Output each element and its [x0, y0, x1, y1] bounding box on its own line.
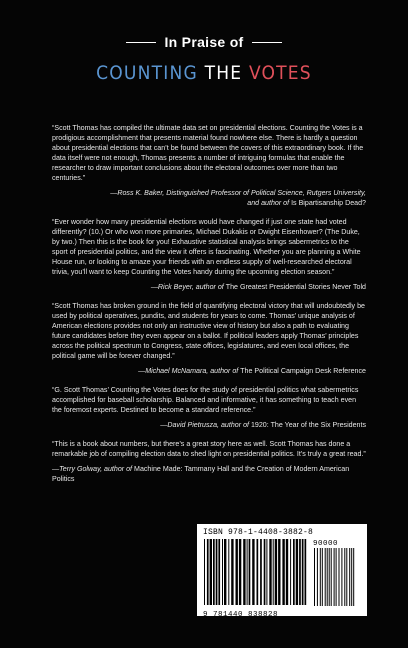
attribution-name: —Terry Golway, author of [52, 465, 133, 473]
attribution-work: 1920: The Year of the Six Presidents [250, 421, 366, 429]
barcode-bar [346, 548, 347, 606]
barcode-bar [213, 539, 215, 605]
barcode-bar [228, 539, 229, 605]
barcode-bar [243, 539, 245, 605]
blurb-text: “This is a book about numbers, but there’s a great story here as well. Scott Thomas has done a remarkable job of compiling election data to shed light on presidential politics. It’s truly a great read.” [52, 440, 366, 458]
barcode-bar [331, 548, 332, 606]
barcode-bar [236, 539, 238, 605]
blurb-pietrusza [52, 385, 366, 430]
barcode-bar [293, 539, 295, 605]
barcode-bar [210, 539, 212, 605]
attribution-name: —Rick Beyer, author of [150, 283, 224, 291]
attribution-name: —Ross K. Baker, Distinguished Professor of Political Science, Rutgers University, [110, 189, 366, 197]
barcode-bar [247, 539, 248, 605]
isbn-barcode [197, 524, 367, 619]
barcode-bar [260, 539, 262, 605]
attribution-prefix: and author of [247, 199, 290, 207]
barcode-bar [314, 548, 315, 606]
blurb-attribution [52, 188, 366, 208]
attribution-name: —David Pietrusza, author of [160, 421, 249, 429]
blurb-text: “G. Scott Thomas’ Counting the Votes does for the study of presidential politics what sabermetrics accomplished for baseball scholarship. Balanced and informative, it has something to teach even the foremost experts. Destined to become a standard reference.” [52, 386, 359, 414]
barcode-bar [266, 539, 267, 605]
blurb-attribution [52, 420, 366, 430]
barcode-bar [325, 548, 326, 606]
barcode-bar [273, 539, 274, 605]
barcode-bar [336, 548, 337, 606]
blurb-attribution [52, 464, 366, 484]
blurb-attribution [52, 282, 366, 292]
left-rule [126, 42, 156, 43]
barcode-bar [278, 539, 280, 605]
attribution-work: Is Bipartisanship Dead? [291, 199, 366, 207]
praise-heading-row [0, 34, 408, 50]
barcode-bar [204, 539, 205, 605]
barcode-bar [207, 539, 209, 605]
barcode-bar [302, 539, 304, 605]
barcode-bar [339, 548, 340, 606]
barcode-bar [344, 548, 345, 606]
right-rule [252, 42, 282, 43]
title-counting: COUNTING [96, 62, 198, 84]
title-the: THE [204, 62, 243, 84]
attribution-line2 [52, 198, 366, 208]
barcode-bar [216, 539, 218, 605]
addon-barcode-graphic [313, 548, 357, 614]
barcode-bar [275, 539, 277, 605]
barcode-bar [351, 548, 352, 606]
barcode-bar [296, 539, 298, 605]
barcode-bars [203, 539, 361, 619]
blurb-text: “Scott Thomas has compiled the ultimate data set on presidential elections. Counting the Votes is a prodigious accomplishment that presents material found nowhere else. There is hardly a question about presidential elections that can’t be found between the covers of this extraordinary book. If the data itself were not enough, Thomas presents a number of intriguing formulas that enable the researcher to draw important conclusions about the electoral outcomes over more than two centuries.” [52, 124, 364, 182]
barcode-bar [224, 539, 226, 605]
attribution-work: The Political Campaign Desk Reference [240, 367, 366, 375]
barcode-bar [269, 539, 271, 605]
barcode-bar [239, 539, 241, 605]
addon-barcode-number: 90000 [313, 540, 339, 548]
attribution-name: —Michael McNamara, author of [138, 367, 239, 375]
barcode-bar [249, 539, 251, 605]
main-barcode-number: 9 781440 838828 [203, 611, 279, 619]
cover-header [0, 34, 408, 84]
barcode-bar [222, 539, 223, 605]
barcode-bar [257, 539, 259, 605]
barcode-bar [349, 548, 350, 606]
barcode-bar [353, 548, 354, 606]
blurb-text: “Ever wonder how many presidential elections would have changed if just one state had voted differently? (10.) Or who won more primaries, Michael Dukakis or Dwight Eisenhower? (The Duke, by two.) Then this is the book for you! Exhaustive statistical analysis brings sabermetrics to the sport of presidential politics, and the view it offers is fascinating. Whether you are planning a White House run, or looking to amaze your friends with an endless supply of well-researched electoral trivia, you’ll want to keep Counting the Votes handy during the upcoming election season.” [52, 218, 361, 276]
barcode-bar [322, 548, 323, 606]
barcode-bar [305, 539, 307, 605]
isbn-number: ISBN 978-1-4408-3882-8 [203, 528, 314, 537]
barcode-bar [252, 539, 254, 605]
blurb-mcnamara [52, 301, 366, 376]
barcode-bar [327, 548, 328, 606]
blurb-attribution [52, 366, 366, 376]
blurb-beyer [52, 217, 366, 292]
book-title [0, 62, 408, 84]
barcode-bar [341, 548, 342, 606]
barcode-bar [329, 548, 330, 606]
blurb-golway [52, 439, 366, 484]
title-votes: VOTES [248, 62, 312, 84]
main-barcode [203, 539, 307, 619]
barcode-bar [286, 539, 288, 605]
barcode-bar [282, 539, 284, 605]
addon-barcode [313, 539, 357, 619]
barcode-bar [231, 539, 233, 605]
barcode-bar [218, 539, 220, 605]
attribution-work: The Greatest Presidential Stories Never Told [225, 283, 366, 291]
attribution-work: Machine Made: Tammany Hall and the Creation of Modern American Politics [52, 465, 350, 483]
barcode-bar [334, 548, 335, 606]
blurb-baker [52, 123, 366, 208]
barcode-bar [299, 539, 301, 605]
main-barcode-graphic [203, 539, 307, 605]
praise-heading: In Praise of [164, 34, 244, 50]
barcode-bar [290, 539, 291, 605]
barcode-bar [320, 548, 321, 606]
barcode-bar [264, 539, 266, 605]
blurb-list [52, 123, 366, 493]
blurb-text: “Scott Thomas has broken ground in the field of quantifying electoral victory that will undoubtedly be used by political operatives, pundits, and students for years to come. Thomas’ unique analysis of American elections provides not only an instructive view of history but also a path to evaluating future candidates before they even appear on a ballot. If political leaders apply Thomas’ principles across the political spectrum to Congress, state offices, legislatures, and even local offices, the political game will be forever changed.” [52, 302, 365, 360]
barcode-bar [317, 548, 318, 606]
